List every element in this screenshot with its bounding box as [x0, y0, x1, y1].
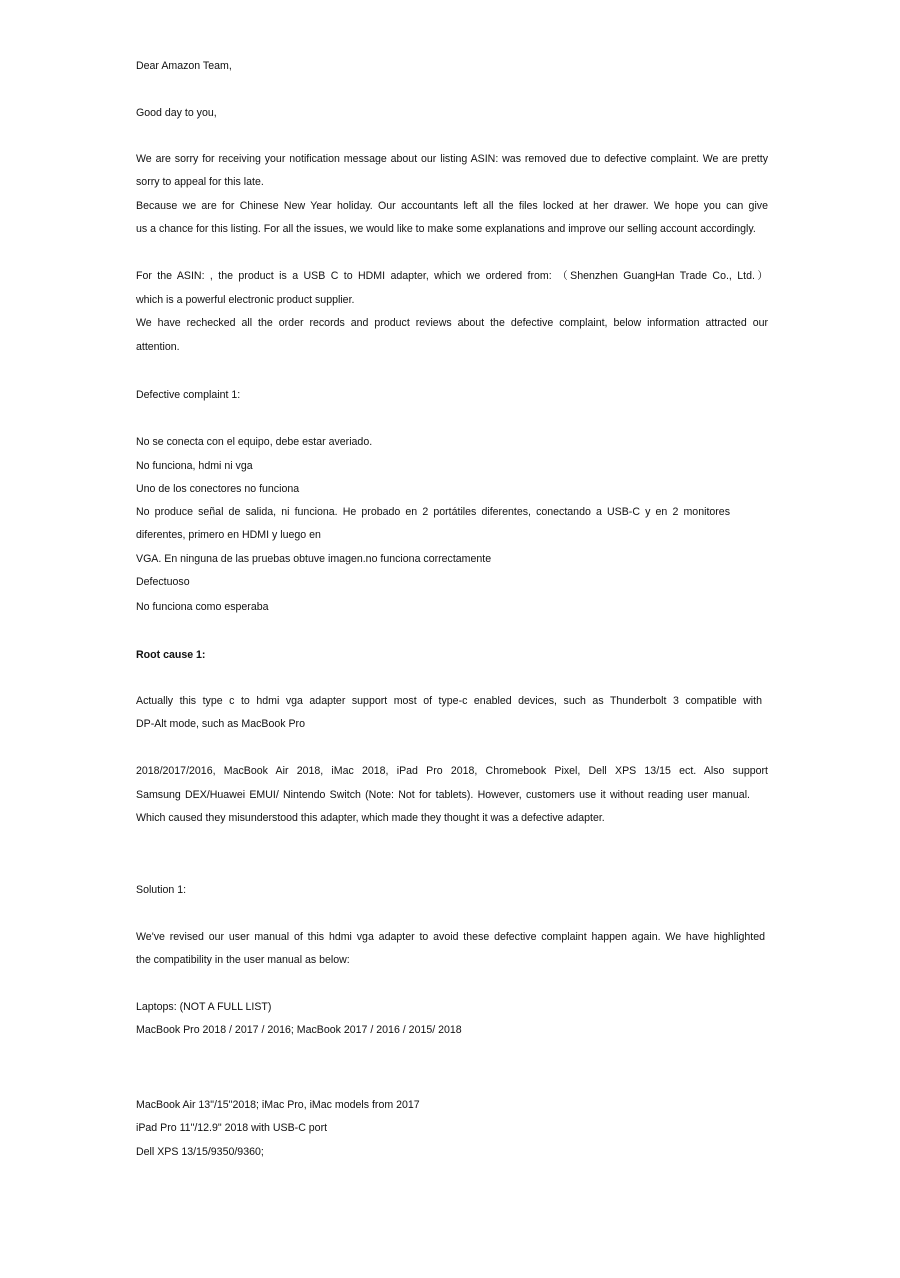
root-cause-line: Actually this type c to hdmi vga adapter support most of type-c enabled devices, such as Thunderbolt 3 compatible with: [136, 695, 762, 707]
root-cause-line: DP-Alt mode, such as MacBook Pro: [136, 718, 305, 730]
root-cause-heading: Root cause 1:: [136, 649, 206, 661]
complaint-line: No funciona como esperaba: [136, 601, 269, 613]
solution-line: the compatibility in the user manual as below:: [136, 954, 350, 966]
complaint-line: Uno de los conectores no funciona: [136, 483, 300, 495]
laptop-line: MacBook Pro 2018 / 2017 / 2016; MacBook 2017 / 2016 / 2015/ 2018: [136, 1024, 462, 1036]
laptop-line: Dell XPS 13/15/9350/9360;: [136, 1146, 264, 1158]
greeting: Good day to you,: [136, 107, 217, 119]
intro-line: sorry to appeal for this late.: [136, 176, 264, 188]
root-cause-line: Samsung DEX/Huawei EMUI/ Nintendo Switch (Note: Not for tablets). However, customers use it without reading user manual.: [136, 789, 750, 801]
solution-line: We've revised our user manual of this hdmi vga adapter to avoid these defective complaint happen again. We have highlighted: [136, 931, 765, 943]
complaint-line: No produce señal de salida, ni funciona. He probado en 2 portátiles diferentes, conectando a USB-C y en 2 monitores: [136, 506, 730, 518]
complaint-line: VGA. En ninguna de las pruebas obtuve imagen.no funciona correctamente: [136, 553, 492, 565]
complaint-line: diferentes, primero en HDMI y luego en: [136, 529, 321, 541]
solution-heading: Solution 1:: [136, 884, 187, 896]
complaint-line: No funciona, hdmi ni vga: [136, 460, 253, 472]
laptop-line: iPad Pro 11"/12.9" 2018 with USB-C port: [136, 1122, 328, 1134]
complaint-heading: Defective complaint 1:: [136, 389, 241, 401]
laptops-heading: Laptops: (NOT A FULL LIST): [136, 1001, 272, 1013]
recheck-line: attention.: [136, 341, 180, 353]
reason-line: Because we are for Chinese New Year holiday. Our accountants left all the files locked at her drawer. We hope you can give: [136, 200, 768, 212]
root-cause-line: Which caused they misunderstood this adapter, which made they thought it was a defective adapter.: [136, 812, 605, 824]
laptop-line: MacBook Air 13"/15"2018; iMac Pro, iMac models from 2017: [136, 1099, 420, 1111]
salutation: Dear Amazon Team,: [136, 60, 232, 72]
complaint-line: Defectuoso: [136, 576, 190, 588]
letter-page: [136, 0, 768, 1278]
reason-line: us a chance for this listing. For all the issues, we would like to make some explanations and improve our selling account accordingly.: [136, 223, 756, 235]
asin-line: For the ASIN: , the product is a USB C to HDMI adapter, which we ordered from: （Shenzhen GuangHan Trade Co., Ltd.）: [136, 270, 768, 282]
complaint-line: No se conecta con el equipo, debe estar averiado.: [136, 436, 373, 448]
root-cause-line: 2018/2017/2016, MacBook Air 2018, iMac 2018, iPad Pro 2018, Chromebook Pixel, Dell XPS 13/15 ect. Also support: [136, 765, 768, 777]
recheck-line: We have rechecked all the order records and product reviews about the defective complaint, below information attracted our: [136, 317, 768, 329]
asin-line: which is a powerful electronic product supplier.: [136, 294, 355, 306]
intro-line: We are sorry for receiving your notification message about our listing ASIN: was removed due to defective complaint. We are pretty: [136, 153, 768, 165]
